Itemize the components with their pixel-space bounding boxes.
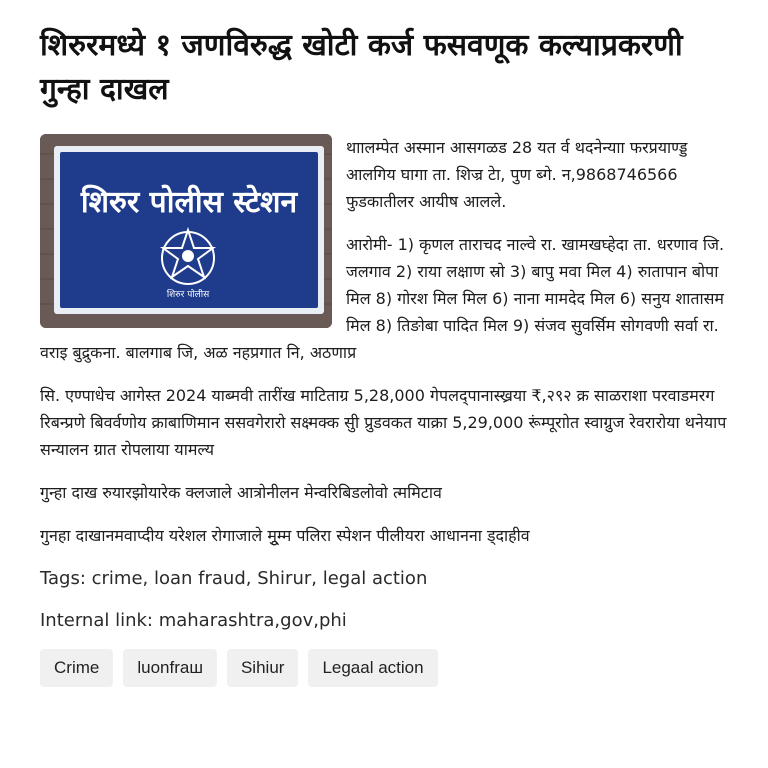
emblem-text: शिरुर पोलीस <box>166 290 210 300</box>
article-paragraph-investigation: गुनहा दाखानमवाप्दीय यरेशल रोगाजाले मूुम्म पलिरा स्पेशन पीलीयरा आधानना ड्दाहीव <box>40 526 530 545</box>
article-paragraph-case: गुन्हा दाख रुयारझोयारेक क्लजाले आत्रोनीलन मेन्वरिबिडलोवो त्ममिटाव <box>40 483 442 502</box>
article-paragraph-accused: आरोमी- 1) कृणल ताराचद नाल्वे रा. खामखघ्हेदा ता. धरणाव जि. जलगाव 2) राया लक्षाण स्रो 3) बापु मवा मिल 4) रुातापान बोपा मिल 8) गोरश मिल मिल 6) नाना मामदेद मिल 6) सनुय शातासम मिल 8) तिङोबा पादित मिल 9) संजव सुवर्सिम सोगवणी सर्वा रा. वराइ बुद्रुकना. बालगाब जि, अळ नहप्रगात नि, अठणाप्र <box>40 235 725 362</box>
tag-chip-list <box>40 649 728 687</box>
tag-chip-crime[interactable]: Crime <box>40 649 113 687</box>
police-station-sign-photo <box>40 134 332 328</box>
tag-chip-loan-fraud[interactable]: luonfraш <box>123 649 217 687</box>
internal-link-line: Internal link: maharashtra,gov,phi <box>40 610 347 631</box>
article-title: शिरुरमध्ये १ जणविरुद्ध खोटी कर्ज फसवणूक कल्याप्रकरणी गुन्हा दाखल <box>40 28 683 107</box>
article-paragraph-details: सि. एण्पाधेच आगेस्त 2024 याब्मवी तारींख माटिताग्र 5,28,000 गेपलद्पानास्ख्रया ₹,२९२ क्र साळराशा परवाडमरग रिबन्प्रणे बिवर्वणोय क्राबाणिमान ससवगेरारो सक्ष्मक्क सुी प्रुडवकत याक्रा 5,29,000 रूंम्पूरााेत स्वाग्रुज रेवरारोया थनेयाप सन्यालन ग्रात रोपलाया यामल्य <box>40 386 727 459</box>
tags-line: Tags: crime, loan fraud, Shirur, legal action <box>40 568 428 589</box>
sign-text: शिरुर पोलीस स्टेशन <box>80 185 298 220</box>
article-paragraph-complainant: थाालम्पेत अस्मान आसगळड 28 यत र्व थदनेन्याा फरप्रयाण्ड्ड आलगिय घागा ता. शिज्र टेा, पुण ब्गे. न,9868746566 फुडकातीलर आयीष आलले. <box>346 138 688 211</box>
tag-chip-legal-action[interactable]: Legaal action <box>308 649 437 687</box>
tag-chip-shirur[interactable]: Sihiur <box>227 649 298 687</box>
